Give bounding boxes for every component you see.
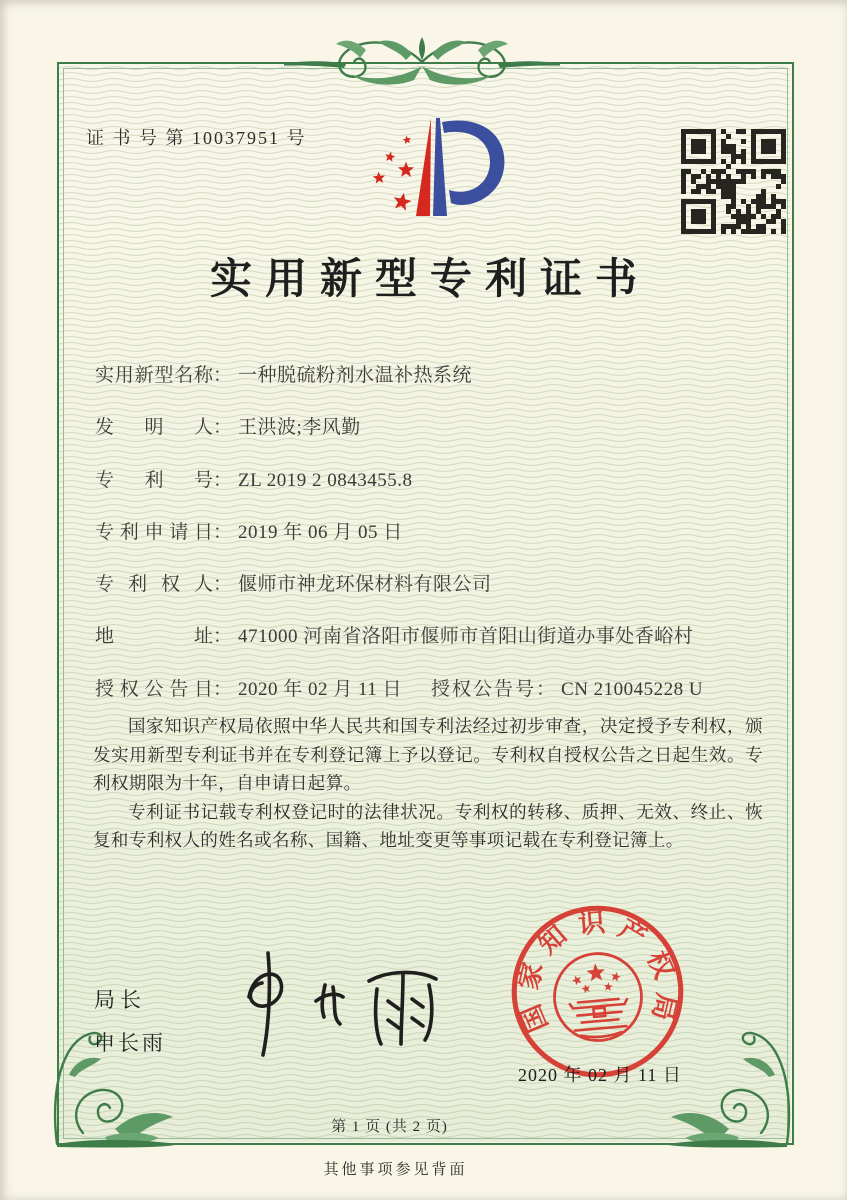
field-colon: ：	[213, 678, 233, 700]
field-value: 王洪波;李风勤	[238, 417, 361, 439]
field-list	[95, 360, 763, 726]
field-label: 专利申请日	[95, 521, 213, 543]
legal-paragraph-1: 国家知识产权局依照中华人民共和国专利法经过初步审查，决定授予专利权，颁发实用新型专利证书并在专利登记簿上予以登记。专利权自授权公告之日起生效。专利权期限为十年，自申请日起算。	[93, 716, 763, 794]
field-row-inventor	[95, 412, 763, 464]
svg-text:家: 家	[513, 959, 549, 993]
field-label: 专利权人	[95, 574, 213, 596]
field-row-name	[95, 360, 763, 412]
director-title-label: 局长	[94, 988, 146, 1012]
field-colon: ：	[213, 574, 233, 596]
field-label: 授权公告号	[431, 678, 537, 700]
field-label: 实用新型名称	[95, 365, 213, 386]
svg-text:国: 国	[515, 1000, 554, 1037]
field-value: 2019 年 06 月 05 日	[238, 521, 403, 543]
field-value: ZL 2019 2 0843455.8	[238, 469, 413, 491]
field-value: 2020 年 02 月 11 日	[238, 678, 403, 700]
director-signature-icon	[213, 945, 448, 1063]
field-colon: ：	[213, 521, 233, 543]
certificate-title: 实用新型专利证书	[209, 257, 650, 303]
field-colon: ：	[213, 469, 233, 491]
svg-text:产: 产	[613, 913, 653, 953]
field-colon: ：	[536, 678, 556, 700]
legal-paragraph-2: 专利证书记载专利权登记时的法律状况。专利权的转移、质押、无效、终止、恢复和专利权人的姓名或名称、国籍、地址变更等事项记载在专利登记簿上。	[93, 801, 763, 851]
field-label: 专利号	[95, 469, 213, 491]
certificate-number: 证 书 号 第 10037951 号	[86, 128, 307, 148]
svg-text:权: 权	[641, 946, 680, 983]
page-indicator: 第 1 页 (共 2 页)	[331, 1119, 448, 1135]
top-scrollwork-ornament-icon	[272, 30, 572, 94]
legal-text-block	[93, 712, 763, 855]
seal-date: 2020 年 02 月 11 日	[518, 1065, 682, 1085]
svg-text:局: 局	[646, 990, 682, 1024]
cnipa-seal-icon	[505, 899, 690, 1084]
field-row-filing-date	[95, 517, 763, 569]
field-row-address	[95, 621, 763, 673]
field-row-patentee	[95, 569, 763, 621]
field-colon: ：	[213, 626, 233, 648]
field-value: CN 210045228 U	[561, 678, 704, 700]
field-label: 授权公告日	[95, 678, 213, 700]
field-colon: ：	[213, 417, 233, 439]
svg-text:识: 识	[576, 907, 607, 940]
field-row-patent-no	[95, 465, 763, 517]
director-name: 申长雨	[94, 1031, 166, 1055]
cnipa-logo-icon	[352, 110, 517, 235]
field-label: 发明人	[95, 417, 213, 439]
field-grant-number	[431, 674, 703, 701]
svg-text:知: 知	[532, 919, 573, 960]
back-side-note: 其他事项参见背面	[323, 1162, 468, 1178]
field-colon: ：	[213, 365, 233, 386]
field-value: 偃师市神龙环保材料有限公司	[238, 574, 492, 596]
field-label: 地址	[95, 626, 213, 648]
qr-code-icon	[681, 129, 786, 234]
field-value: 一种脱硫粉剂水温补热系统	[238, 365, 473, 386]
field-value: 471000 河南省洛阳市偃师市首阳山街道办事处香峪村	[238, 626, 694, 648]
